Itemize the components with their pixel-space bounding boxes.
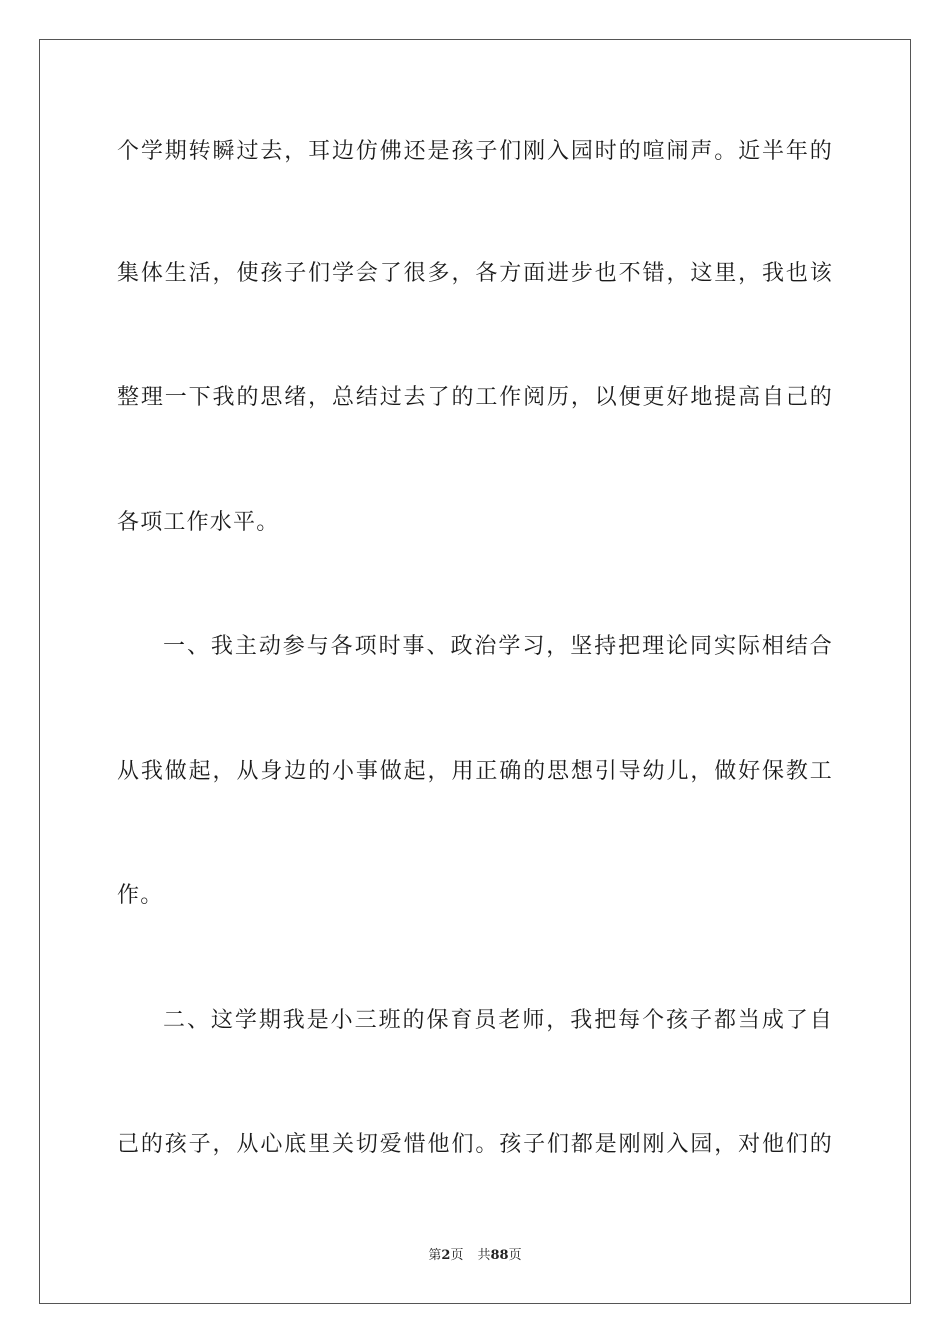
body-text-line-6: 从我做起，从身边的小事做起，用正确的思想引导幼儿，做好保教工 bbox=[117, 759, 833, 784]
body-text-line-3: 整理一下我的思绪，总结过去了的工作阅历，以便更好地提高自己的 bbox=[117, 385, 833, 410]
footer-total-number: 88 bbox=[490, 1248, 509, 1263]
body-text-line-5: 一、我主动参与各项时事、政治学习，坚持把理论同实际相结合 bbox=[163, 634, 833, 659]
page-footer bbox=[0, 1247, 950, 1265]
footer-total-prefix: 共 bbox=[477, 1248, 491, 1263]
footer-page-suffix: 页 bbox=[450, 1248, 464, 1263]
body-text-line-8: 二、这学期我是小三班的保育员老师，我把每个孩子都当成了自 bbox=[163, 1008, 833, 1033]
page-border bbox=[39, 39, 911, 1304]
body-text-line-2: 集体生活，使孩子们学会了很多，各方面进步也不错，这里，我也该 bbox=[117, 261, 833, 286]
body-text-line-1: 个学期转瞬过去，耳边仿佛还是孩子们刚入园时的喧闹声。近半年的 bbox=[117, 139, 833, 164]
body-text-line-9: 己的孩子，从心底里关切爱惜他们。孩子们都是刚刚入园，对他们的 bbox=[117, 1132, 833, 1157]
body-text-line-4: 各项工作水平。 bbox=[117, 510, 280, 535]
body-text-line-7: 作。 bbox=[117, 883, 164, 908]
footer-total-suffix: 页 bbox=[508, 1248, 522, 1263]
footer-page-prefix: 第 bbox=[428, 1248, 442, 1263]
footer-page-number: 2 bbox=[441, 1248, 451, 1263]
